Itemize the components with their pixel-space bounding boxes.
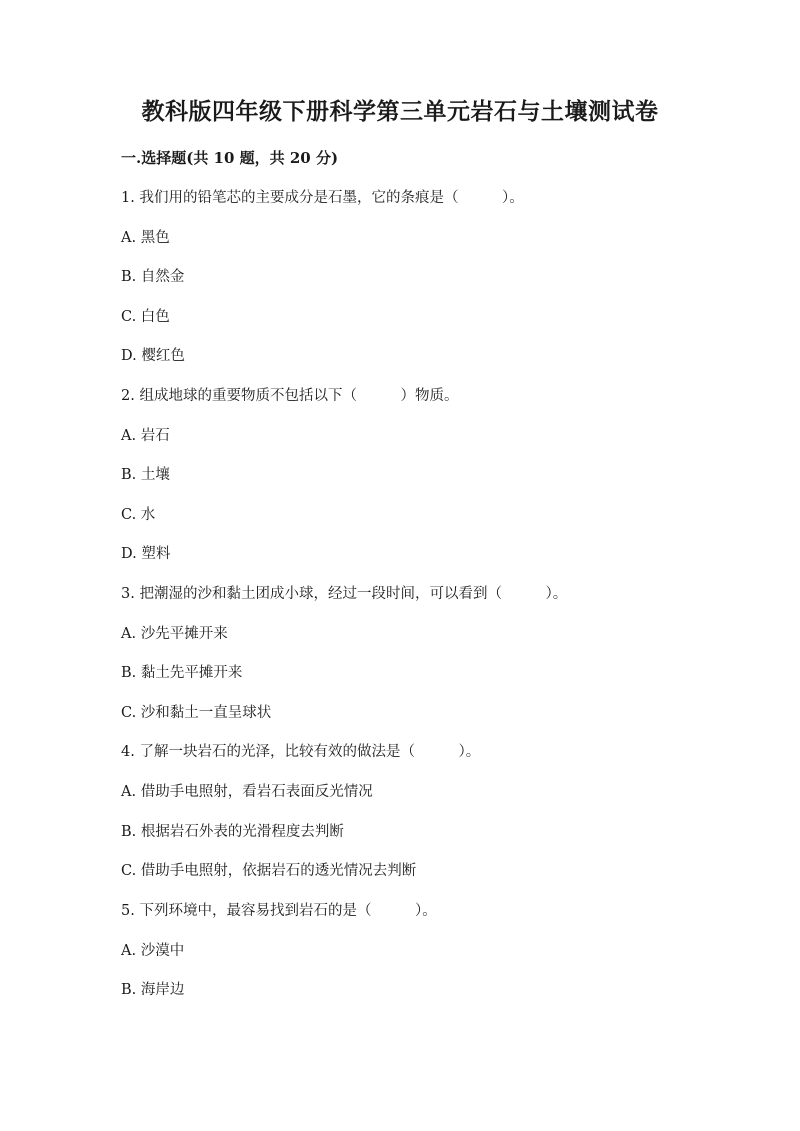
question-2-option-b: B. 土壤	[121, 467, 170, 483]
question-4-option-c: C. 借助手电照射，依据岩石的透光情况去判断	[121, 863, 417, 879]
question-2-option-a: A. 岩石	[121, 428, 170, 444]
question-4-stem: 4. 了解一块岩石的光泽，比较有效的做法是（ ）。	[121, 744, 481, 760]
question-2-option-c: C. 水	[121, 507, 156, 523]
question-1-option-d: D. 樱红色	[121, 348, 185, 364]
question-5-stem: 5. 下列环境中，最容易找到岩石的是（ ）。	[121, 903, 437, 919]
question-3-option-a: A. 沙先平摊开来	[121, 626, 228, 642]
question-5-option-a: A. 沙漠中	[121, 943, 185, 959]
question-1-option-b: B. 自然金	[121, 269, 185, 285]
question-3-stem: 3. 把潮湿的沙和黏土团成小球，经过一段时间，可以看到（ ）。	[121, 586, 568, 602]
question-3-option-b: B. 黏土先平摊开来	[121, 665, 243, 681]
question-5-option-b: B. 海岸边	[121, 982, 185, 998]
question-4-option-a: A. 借助手电照射，看岩石表面反光情况	[121, 784, 373, 800]
question-1-option-a: A. 黑色	[121, 230, 170, 246]
question-3-option-c: C. 沙和黏土一直呈球状	[121, 705, 272, 721]
question-1-stem: 1. 我们用的铅笔芯的主要成分是石墨，它的条痕是（ ）。	[121, 190, 524, 206]
question-2-option-d: D. 塑料	[121, 546, 171, 562]
document-title: 教科版四年级下册科学第三单元岩石与土壤测试卷	[141, 98, 659, 125]
question-2-stem: 2. 组成地球的重要物质不包括以下（ ）物质。	[121, 388, 459, 404]
question-1-option-c: C. 白色	[121, 309, 170, 325]
question-4-option-b: B. 根据岩石外表的光滑程度去判断	[121, 824, 344, 840]
section-heading: 一.选择题(共 10 题，共 20 分)	[121, 149, 339, 167]
